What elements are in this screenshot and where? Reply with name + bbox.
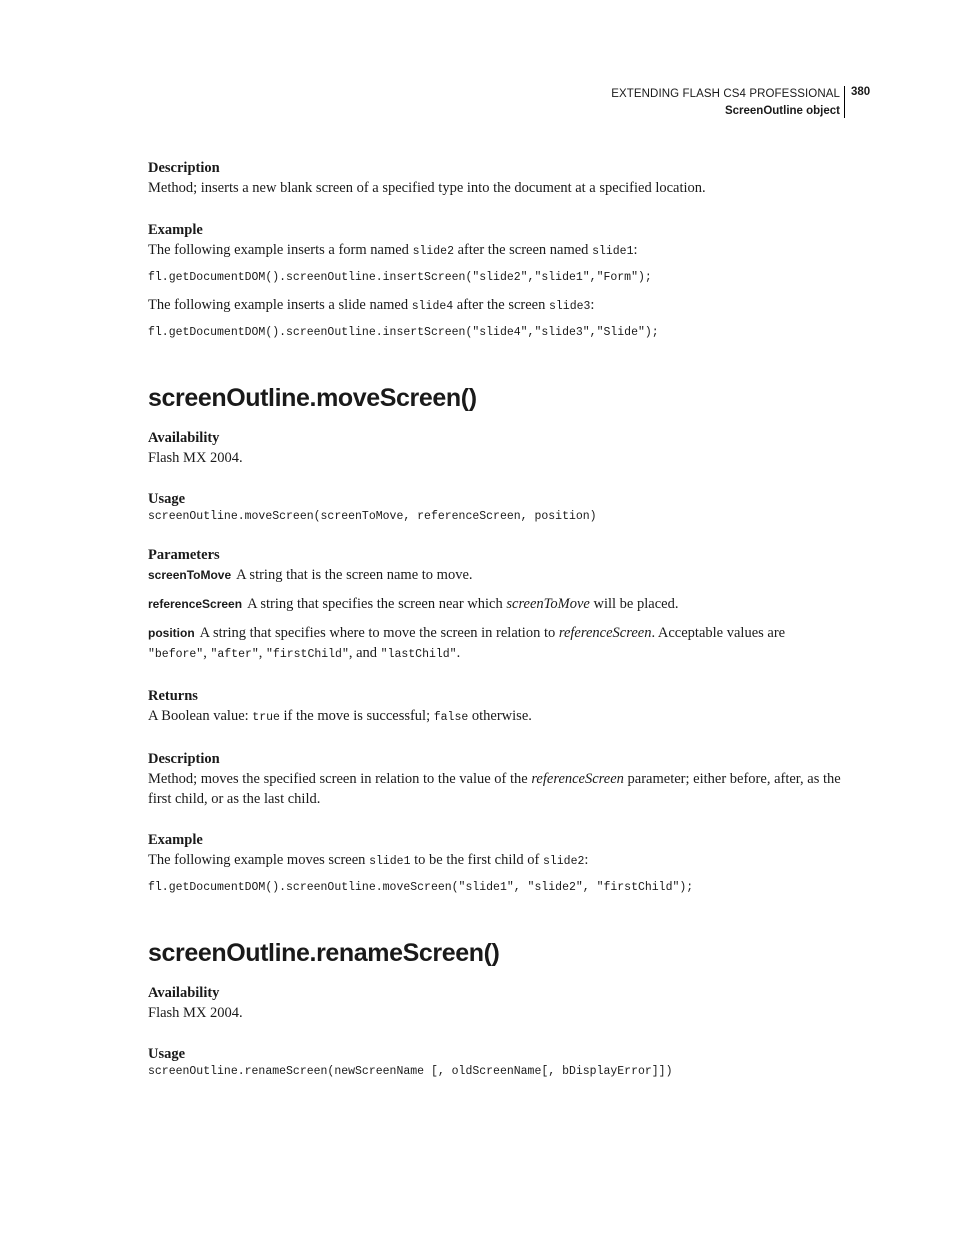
section-insertscreen-description xyxy=(148,158,848,198)
description-text xyxy=(148,769,848,809)
inline-code: slide3 xyxy=(548,300,591,313)
text-run: . xyxy=(456,645,461,661)
parameter-name: referenceScreen xyxy=(148,597,243,611)
returns-label: Returns xyxy=(148,688,198,704)
section-returns xyxy=(148,686,848,728)
inline-code: slide1 xyxy=(592,245,634,258)
text-run: , xyxy=(203,645,211,661)
italic-term: referenceScreen xyxy=(558,625,652,641)
section-usage xyxy=(148,489,848,525)
text-run: Method; moves the specified screen in relation to the value of the xyxy=(148,771,532,787)
section-insertscreen-example xyxy=(148,220,848,341)
text-run: after the screen named xyxy=(453,242,593,258)
inline-code: "lastChild" xyxy=(380,648,457,661)
availability-label: Availability xyxy=(148,430,220,446)
example-text xyxy=(148,240,848,262)
text-run: to be the first child of xyxy=(410,852,543,868)
inline-code: "before" xyxy=(148,648,204,661)
inline-code: slide4 xyxy=(411,300,454,313)
usage-code: screenOutline.renameScreen(newScreenName [, oldScreenName[, bDisplayError]]) xyxy=(148,1065,673,1078)
text-run: A Boolean value: xyxy=(148,708,253,724)
usage-label: Usage xyxy=(148,491,186,507)
example-text xyxy=(148,295,848,317)
inline-code: "after" xyxy=(210,648,259,661)
section-heading-movescreen: screenOutline.moveScreen() xyxy=(148,384,477,412)
header-divider xyxy=(844,86,845,118)
italic-term: screenToMove xyxy=(506,596,590,612)
parameter-item xyxy=(148,594,848,614)
inline-code: slide2 xyxy=(542,855,585,868)
usage-code: screenOutline.moveScreen(screenToMove, referenceScreen, position) xyxy=(148,510,597,523)
page-number: 380 xyxy=(851,86,871,98)
text-run: A string that specifies the screen near which xyxy=(247,596,507,612)
description-label: Description xyxy=(148,751,220,767)
example-label: Example xyxy=(148,832,203,848)
code-example: fl.getDocumentDOM().screenOutline.insertScreen("slide2","slide1","Form"); xyxy=(148,271,652,284)
parameter-item xyxy=(148,565,848,585)
text-run: if the move is successful; xyxy=(279,708,434,724)
inline-code: false xyxy=(433,711,469,724)
code-example: fl.getDocumentDOM().screenOutline.insertScreen("slide4","slide3","Slide"); xyxy=(148,326,659,339)
text-run: The following example inserts a form named xyxy=(148,242,413,258)
section-parameters xyxy=(148,545,848,665)
inline-code: true xyxy=(252,711,280,724)
parameter-name: screenToMove xyxy=(148,568,232,582)
section-usage xyxy=(148,1044,848,1080)
section-availability xyxy=(148,428,848,468)
description-text: Method; inserts a new blank screen of a specified type into the document at a specified location. xyxy=(148,180,706,196)
availability-label: Availability xyxy=(148,985,220,1001)
section-heading-renamescreen: screenOutline.renameScreen() xyxy=(148,939,500,967)
text-run: A string that specifies where to move the screen in relation to xyxy=(199,625,559,641)
usage-label: Usage xyxy=(148,1046,186,1062)
example-text xyxy=(148,850,848,872)
running-header xyxy=(611,86,840,120)
section-example xyxy=(148,830,848,896)
parameter-item xyxy=(148,623,848,665)
inline-code: slide1 xyxy=(369,855,411,868)
text-run: otherwise. xyxy=(468,708,532,724)
header-title: EXTENDING FLASH CS4 PROFESSIONAL xyxy=(611,88,840,100)
section-availability xyxy=(148,983,848,1023)
text-run: will be placed. xyxy=(589,596,679,612)
returns-text xyxy=(148,706,848,728)
text-run: after the screen xyxy=(453,297,549,313)
parameter-name: position xyxy=(148,626,195,640)
description-label: Description xyxy=(148,160,220,176)
text-run: : xyxy=(633,242,638,258)
text-run: , and xyxy=(348,645,381,661)
inline-code: slide2 xyxy=(412,245,454,258)
example-label: Example xyxy=(148,222,203,238)
text-run: : xyxy=(584,852,589,868)
text-run: , xyxy=(258,645,267,661)
text-run: parameter; either before, after, as the first child, or as the last child. xyxy=(148,771,841,807)
text-run: The following example moves screen xyxy=(148,852,370,868)
text-run: : xyxy=(590,297,595,313)
code-example: fl.getDocumentDOM().screenOutline.moveScreen("slide1", "slide2", "firstChild"); xyxy=(148,881,694,894)
inline-code: "firstChild" xyxy=(266,648,349,661)
availability-text: Flash MX 2004. xyxy=(148,450,243,466)
parameter-description: A string that is the screen name to move. xyxy=(236,567,473,583)
italic-term: referenceScreen xyxy=(531,771,624,787)
section-description xyxy=(148,749,848,809)
parameters-label: Parameters xyxy=(148,547,220,563)
text-run: . Acceptable values are xyxy=(651,625,786,641)
availability-text: Flash MX 2004. xyxy=(148,1005,243,1021)
text-run: The following example inserts a slide named xyxy=(148,297,412,313)
header-subtitle: ScreenOutline object xyxy=(724,105,840,117)
page-content xyxy=(148,158,848,1080)
